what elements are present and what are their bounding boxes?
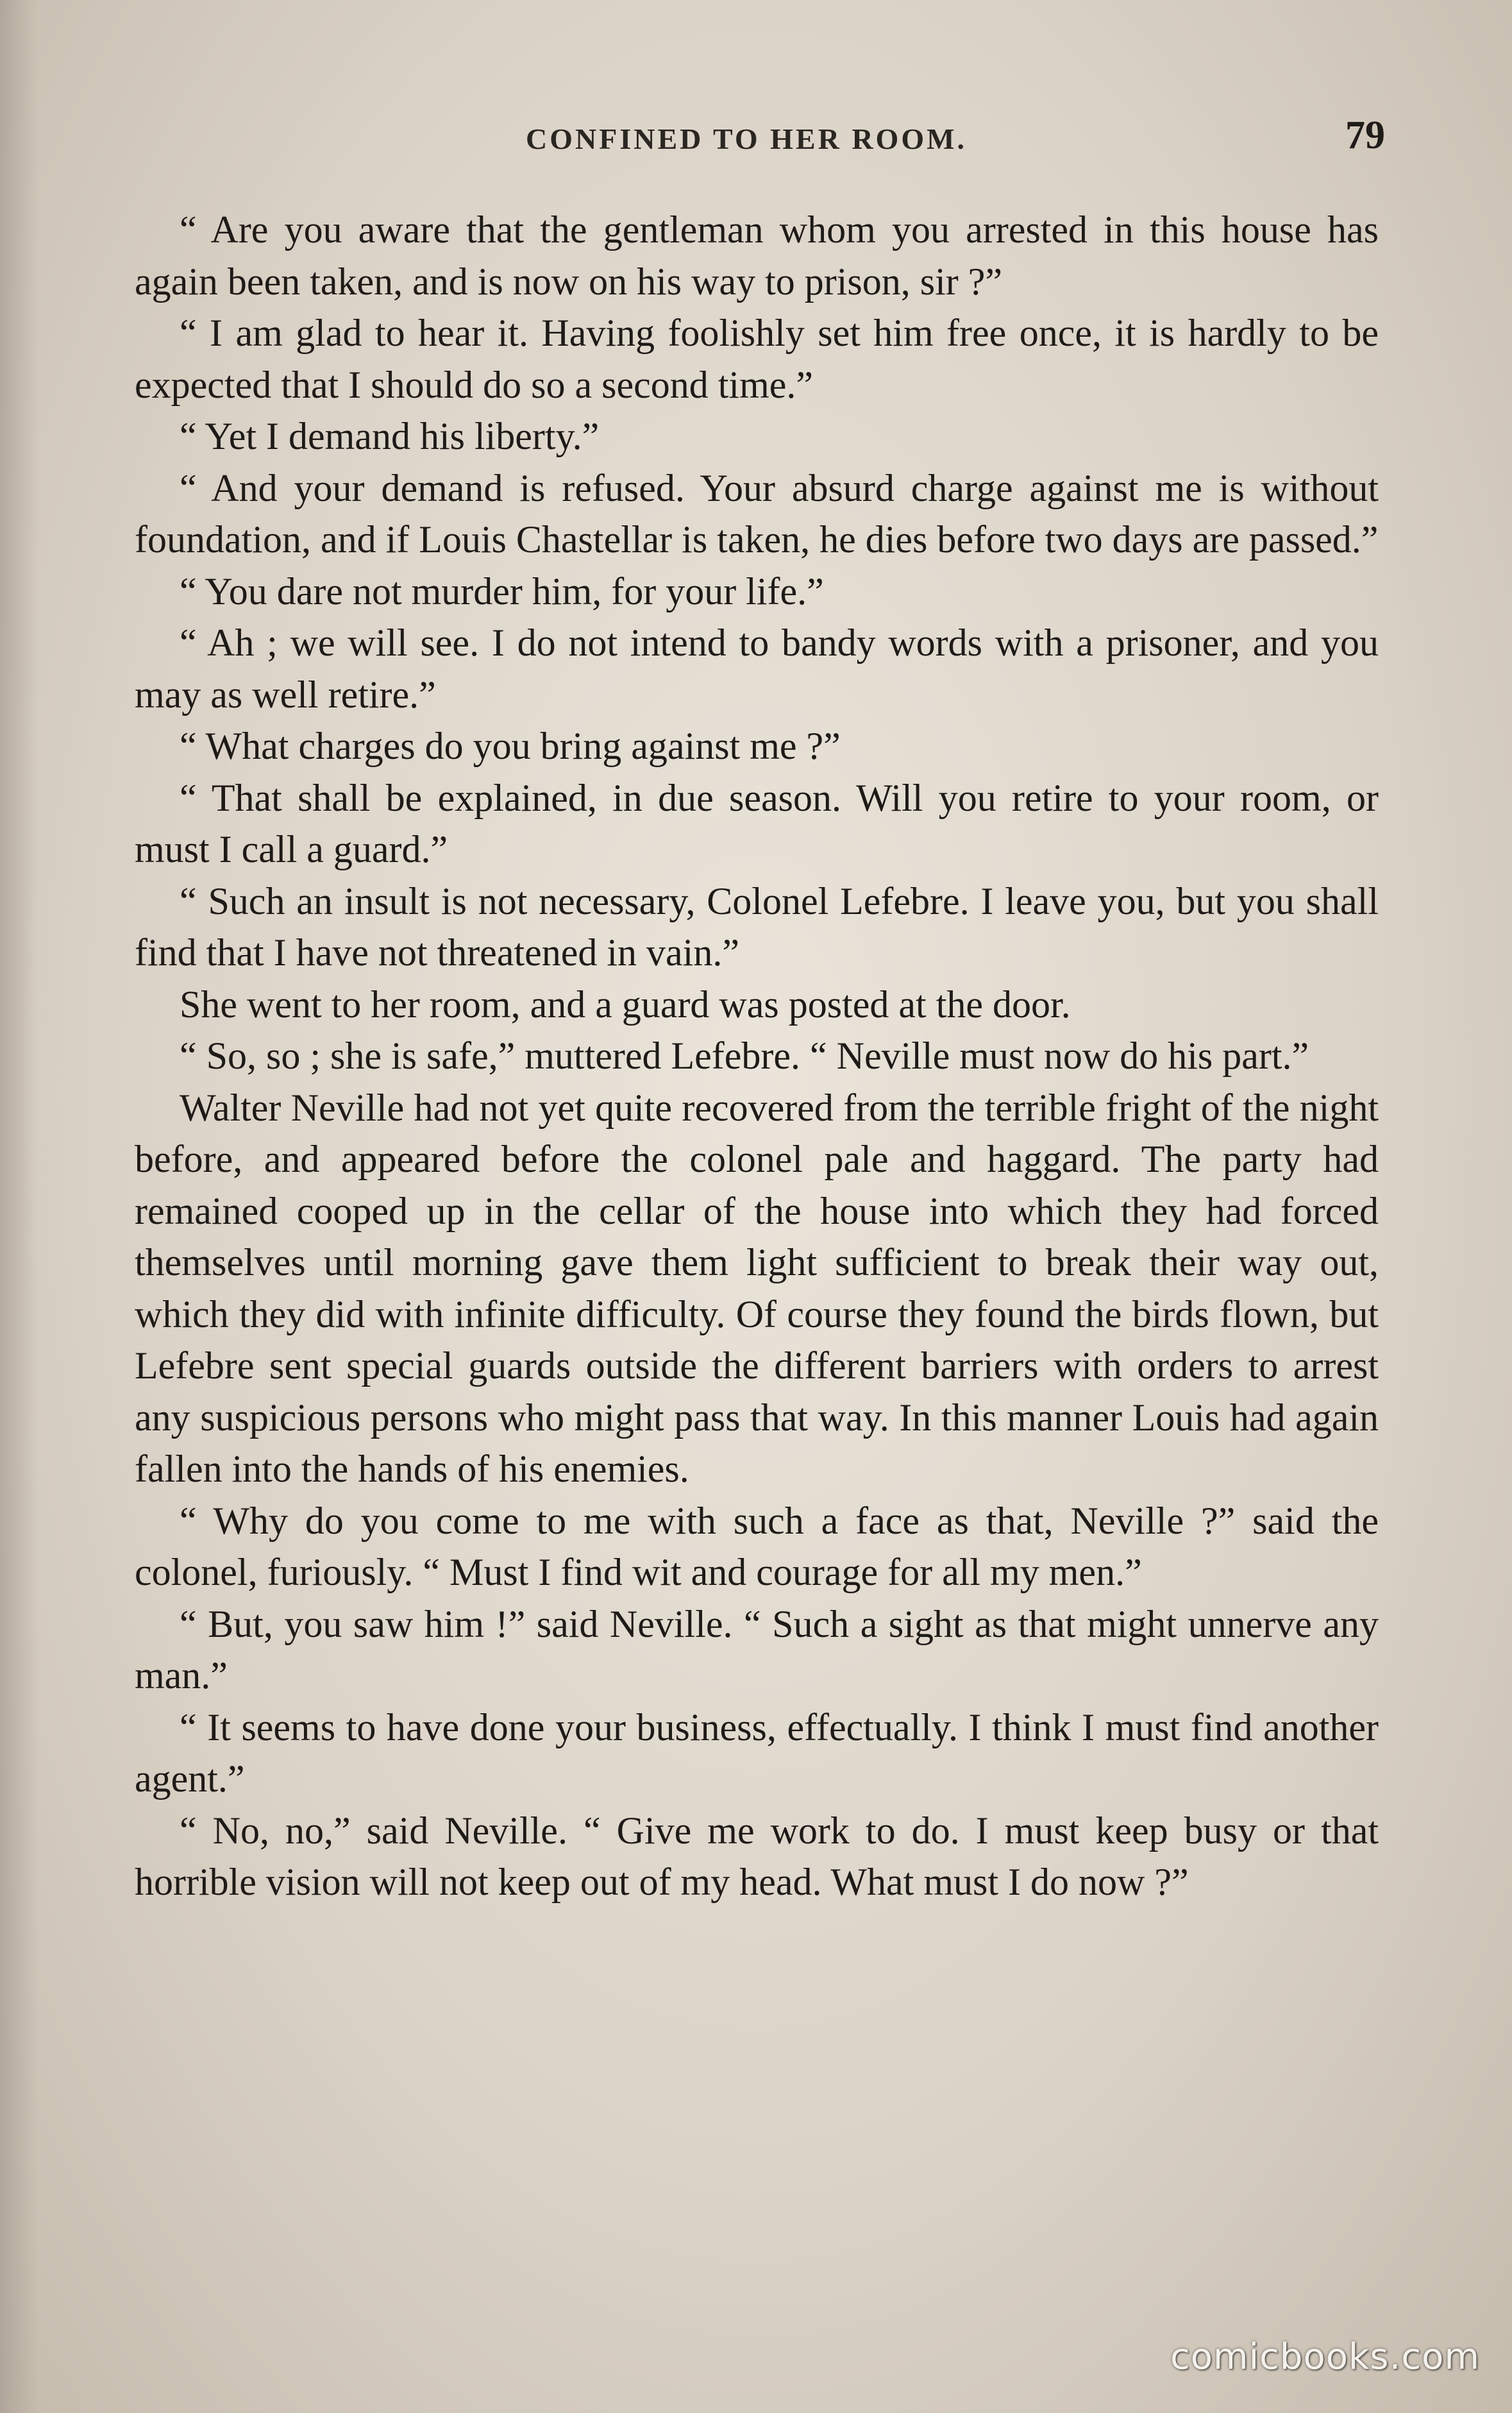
paragraph: “ You dare not murder him, for your life.” xyxy=(180,570,824,613)
paragraph: “ It seems to have done your business, effectually. I think I must find another agent.” xyxy=(135,1706,1379,1800)
paragraph: She went to her room, and a guard was posted at the door. xyxy=(180,983,1071,1026)
paragraph: “ No, no,” said Neville. “ Give me work to do. I must keep busy or that horrible vision will not keep out of my head. What must I do now ?” xyxy=(135,1809,1379,1903)
paragraph: “ Are you aware that the gentleman whom you arrested in this house has again been taken, and is now on his way to prison, sir ?” xyxy=(135,208,1379,303)
paragraph: “ So, so ; she is safe,” muttered Lefebre. “ Neville must now do his part.” xyxy=(180,1035,1309,1077)
paragraph: “ But, you saw him !” said Neville. “ Such a sight as that might unnerve any man.” xyxy=(135,1602,1379,1697)
paragraph: “ I am glad to hear it. Having foolishly set him free once, it is hardly to be expected that I should do so a second time.” xyxy=(135,312,1379,406)
page-number: 79 xyxy=(1345,114,1385,157)
watermark-text: comicbooks.com xyxy=(1170,2336,1480,2378)
paragraph: “ Yet I demand his liberty.” xyxy=(180,415,600,457)
paragraph: “ What charges do you bring against me ?” xyxy=(180,725,841,767)
paragraph: “ Ah ; we will see. I do not intend to bandy words with a prisoner, and you may as well retire.” xyxy=(135,622,1379,716)
paragraph: “ That shall be explained, in due season. Will you retire to your room, or must I call a guard.” xyxy=(135,776,1379,870)
paragraph: Walter Neville had not yet quite recovered from the terrible fright of the night before, and appeared before the colonel pale and haggard. The party had remained cooped up in the cellar of the house into which they had forced themselves until morning gave them light sufficient to break their way out, which they did with infinite difficulty. Of course they found the birds flown, but Lefebre sent special guards outside the different barriers with orders to arrest any suspicious persons who might pass that way. In this manner Louis had again fallen into the hands of his enemies. xyxy=(135,1086,1379,1490)
paragraph: “ Such an insult is not necessary, Colonel Lefebre. I leave you, but you shall find that I have not threatened in vain.” xyxy=(135,879,1379,974)
paragraph: “ And your demand is refused. Your absurd charge against me is without foundation, and if Louis Chastellar is taken, he dies before two days are passed.” xyxy=(135,466,1379,561)
paragraph: “ Why do you come to me with such a face as that, Neville ?” said the colonel, furiously. “ Must I find wit and courage for all my men.” xyxy=(135,1499,1379,1593)
body-text xyxy=(135,204,1379,1908)
running-head: CONFINED TO HER ROOM. xyxy=(526,123,968,155)
page-header xyxy=(141,109,1398,167)
page-edge-shadow xyxy=(0,0,38,2413)
